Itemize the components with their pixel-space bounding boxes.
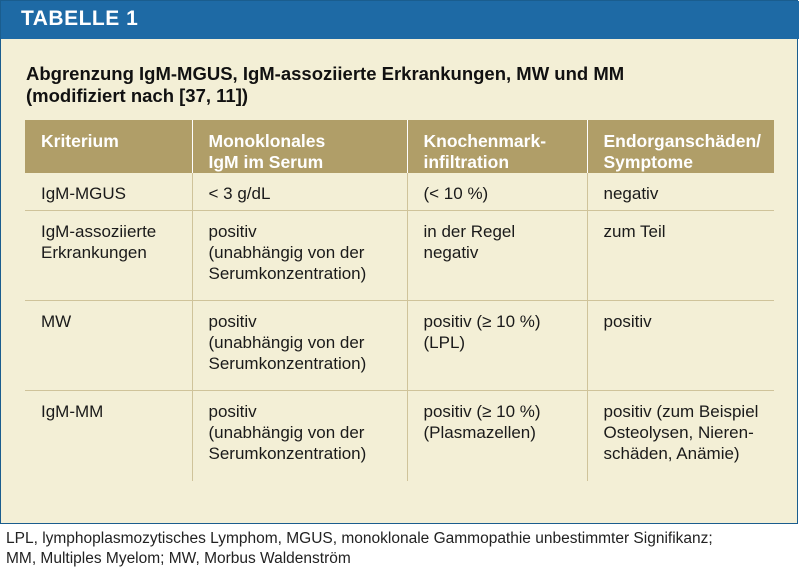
table-row bbox=[25, 210, 774, 300]
column-header-kriterium: Kriterium bbox=[25, 120, 192, 173]
footnote-line: LPL, lymphoplasmozytisches Lymphom, MGUS, monoklonale Gammopathie unbestimmter Signifikanz; bbox=[6, 530, 713, 547]
table-cell: (< 10 %) bbox=[407, 173, 587, 210]
table-header-bar bbox=[1, 1, 799, 39]
table-cell: negativ bbox=[587, 173, 774, 210]
table-cell: positiv (unabhängig von der Serumkonzentration) bbox=[192, 210, 407, 300]
table-row bbox=[25, 173, 774, 210]
table-cell: < 3 g/dL bbox=[192, 173, 407, 210]
table-cell: IgM-MM bbox=[25, 390, 192, 481]
column-header-endorganschaeden: Endorganschäden/ Symptome bbox=[587, 120, 774, 173]
table-cell: positiv bbox=[587, 300, 774, 390]
table-cell: zum Teil bbox=[587, 210, 774, 300]
table-header-row bbox=[25, 120, 774, 173]
column-header-monoklonales-igm: Monoklonales IgM im Serum bbox=[192, 120, 407, 173]
table-cell: IgM-assoziierte Erkrankungen bbox=[25, 210, 192, 300]
table-cell: IgM-MGUS bbox=[41, 184, 126, 203]
table-cell: positiv (≥ 10 %) (Plasmazellen) bbox=[407, 390, 587, 481]
table-cell: positiv (zum Beispiel Osteolysen, Nieren- schäden, Anämie) bbox=[587, 390, 774, 481]
footnote-line: MM, Multiples Myelom; MW, Morbus Waldenström bbox=[6, 550, 351, 567]
table-title: Abgrenzung IgM-MGUS, IgM-assoziierte Erkrankungen, MW und MM (modifiziert nach [37, 11]) bbox=[26, 63, 625, 106]
column-header-knochenmark: Knochenmark- infiltration bbox=[407, 120, 587, 173]
table-row bbox=[25, 390, 774, 481]
table-cell: positiv (unabhängig von der Serumkonzentration) bbox=[192, 300, 407, 390]
table-cell: MW bbox=[25, 300, 192, 390]
table-cell: in der Regel negativ bbox=[407, 210, 587, 300]
comparison-table bbox=[25, 120, 774, 481]
table-cell: positiv (unabhängig von der Serumkonzentration) bbox=[192, 390, 407, 481]
table-row bbox=[25, 300, 774, 390]
table-footnote bbox=[6, 529, 796, 569]
table-cell: positiv (≥ 10 %) (LPL) bbox=[407, 300, 587, 390]
table-number-label: TABELLE 1 bbox=[21, 7, 139, 30]
